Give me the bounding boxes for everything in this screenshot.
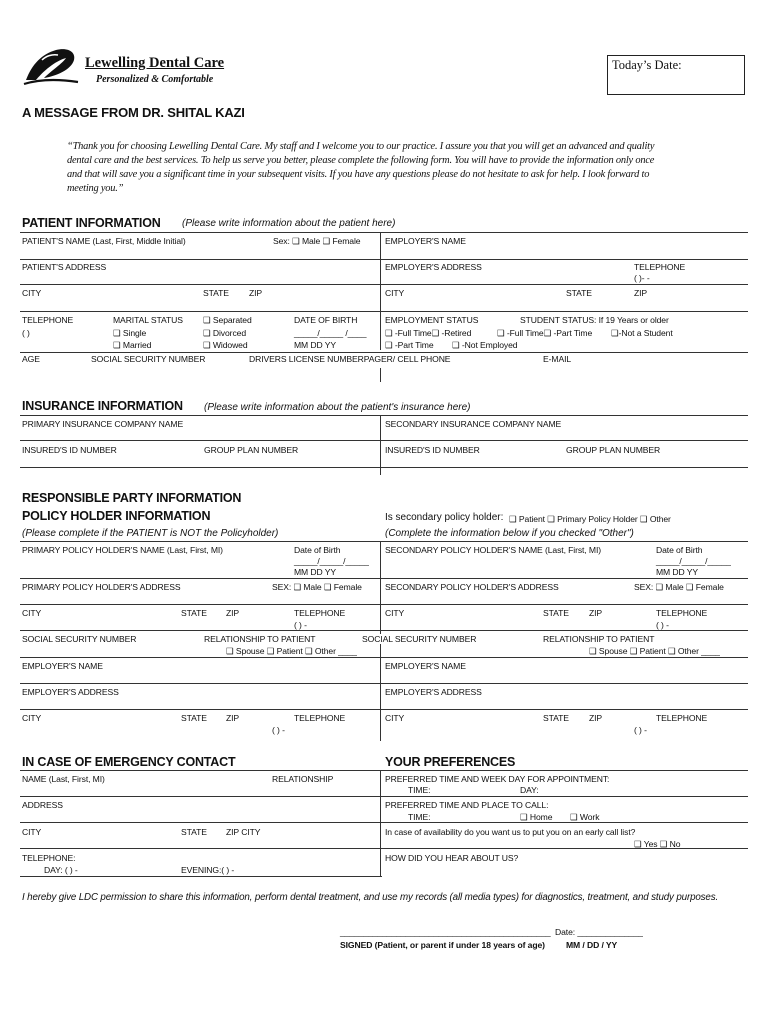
insurance-section-title: INSURANCE INFORMATION (22, 399, 183, 413)
employer-telephone-field[interactable]: TELEPHONE (634, 262, 686, 272)
practice-tagline: Personalized & Comfortable (96, 74, 214, 85)
student-not-student-checkbox[interactable]: ❑-Not a Student (611, 328, 673, 338)
secondary-insured-id-field[interactable]: INSURED'S ID NUMBER (385, 445, 480, 455)
marital-status-label: MARITAL STATUS (113, 315, 183, 325)
divider (380, 368, 381, 382)
primary-holder-dob-label[interactable]: Date of Birth (294, 545, 341, 555)
marital-married-checkbox[interactable]: ❑ Married (113, 340, 152, 350)
primary-employer-zip-field[interactable]: ZIP (226, 713, 240, 723)
divider (20, 876, 382, 877)
divider (20, 683, 748, 684)
primary-insurance-field[interactable]: PRIMARY INSURANCE COMPANY NAME (22, 419, 184, 429)
divider (380, 770, 381, 876)
divider (20, 284, 748, 285)
patient-dob-blank: _____/_____ /____ (294, 328, 367, 338)
patient-sex-checkboxes[interactable]: Sex: ❑ Male ❑ Female (273, 236, 361, 246)
pref-hear-about-us-field[interactable]: HOW DID YOU HEAR ABOUT US? (385, 853, 519, 863)
divider (20, 311, 748, 312)
secondary-group-plan-field[interactable]: GROUP PLAN NUMBER (566, 445, 661, 455)
divider (20, 578, 748, 579)
emergency-name-field[interactable]: NAME (Last, First, MI) (22, 774, 105, 784)
primary-holder-ssn-field[interactable]: SOCIAL SECURITY NUMBER (22, 634, 137, 644)
marital-single-checkbox[interactable]: ❑ Single (113, 328, 147, 338)
pref-early-call-label: In case of availability do you want us to put you on an early call list? (385, 827, 636, 837)
patient-zip-field[interactable]: ZIP (249, 288, 263, 298)
employer-name-field[interactable]: EMPLOYER'S NAME (385, 236, 466, 246)
primary-holder-city-field[interactable]: CITY (22, 608, 42, 618)
secondary-holder-sex-checkboxes[interactable]: SEX: ❑ Male ❑ Female (634, 582, 724, 592)
student-status-label: STUDENT STATUS: If 19 Years or older (520, 315, 669, 325)
secondary-holder-address-field[interactable]: SECONDARY POLICY HOLDER'S ADDRESS (385, 582, 559, 592)
employment-parttime-checkbox[interactable]: ❑ -Part Time (385, 340, 434, 350)
secondary-holder-ssn-field[interactable]: SOCIAL SECURITY NUMBER (362, 634, 477, 644)
divider (20, 604, 748, 605)
secondary-insurance-field[interactable]: SECONDARY INSURANCE COMPANY NAME (385, 419, 562, 429)
practice-name: Lewelling Dental Care (85, 55, 225, 71)
patient-age-field[interactable]: AGE (22, 354, 40, 364)
secondary-holder-employer-name-field[interactable]: EMPLOYER'S NAME (385, 661, 466, 671)
primary-holder-address-field[interactable]: PRIMARY POLICY HOLDER'S ADDRESS (22, 582, 181, 592)
patient-section-subtitle: (Please write information about the patient here) (182, 218, 396, 229)
student-fulltime-parttime-checkbox[interactable]: ❑ -Full Time❑ -Part Time (497, 328, 593, 338)
pref-appointment-label: PREFERRED TIME AND WEEK DAY FOR APPOINTMENT: (385, 774, 610, 784)
divider (20, 709, 748, 710)
divider (380, 232, 381, 350)
patient-ssn-field[interactable]: SOCIAL SECURITY NUMBER (91, 354, 206, 364)
secondary-holder-relationship-options[interactable]: ❑ Spouse ❑ Patient ❑ Other ____ (589, 646, 720, 656)
divider (20, 822, 748, 823)
pref-call-label: PREFERRED TIME AND PLACE TO CALL: (385, 800, 549, 810)
secondary-holder-zip-field[interactable]: ZIP (589, 608, 603, 618)
divider (20, 796, 748, 797)
patient-state-field[interactable]: STATE (203, 288, 229, 298)
divider (20, 232, 748, 233)
secondary-employer-zip-field[interactable]: ZIP (589, 713, 603, 723)
divider (20, 352, 748, 353)
patient-address-field[interactable]: PATIENT'S ADDRESS (22, 262, 107, 272)
signature-line[interactable]: _____________________________________________ (340, 927, 551, 937)
emergency-relationship-field[interactable]: RELATIONSHIP (272, 774, 334, 784)
lewelling-logo-icon (22, 46, 80, 86)
patient-telephone-field[interactable]: TELEPHONE (22, 315, 74, 325)
divider (20, 657, 748, 658)
secondary-policy-options[interactable]: ❑ Patient ❑ Primary Policy Holder ❑ Other (509, 514, 671, 524)
message-line-2: dental care and the best services. To help us serve you better, please complete the following form. You will have to provide the information only once (67, 155, 655, 166)
signature-date-field[interactable]: Date: ______________ (555, 927, 643, 937)
primary-holder-state-field[interactable]: STATE (181, 608, 207, 618)
divider (20, 630, 748, 631)
employer-state-field[interactable]: STATE (566, 288, 592, 298)
pref-early-call-yesno[interactable]: ❑ Yes ❑ No (634, 839, 681, 849)
message-line-3: and that will save you a significant time in your subsequent visits. If you have any questions please do not hesitate to ask for help. I look forward to (67, 169, 650, 180)
employer-telephone-mask: ( )- - (634, 273, 650, 283)
patient-name-field[interactable]: PATIENT'S NAME (Last, First, Middle Initial) (22, 236, 186, 246)
divider (20, 467, 748, 468)
patient-dob-label[interactable]: DATE OF BIRTH (294, 315, 358, 325)
secondary-employer-state-field[interactable]: STATE (543, 713, 569, 723)
secondary-holder-telephone-mask: ( ) - (656, 620, 669, 630)
secondary-employer-telephone-field[interactable]: TELEPHONE (656, 713, 708, 723)
patient-city-field[interactable]: CITY (22, 288, 42, 298)
emergency-telephone-label: TELEPHONE: (22, 853, 76, 863)
employment-fulltime-retired-checkbox[interactable]: ❑ -Full Time❑ -Retired (385, 328, 472, 338)
primary-holder-relationship-label: RELATIONSHIP TO PATIENT (204, 634, 316, 644)
employer-address-field[interactable]: EMPLOYER'S ADDRESS (385, 262, 482, 272)
insurance-section-subtitle: (Please write information about the patient's insurance here) (204, 402, 471, 413)
emergency-section-title: IN CASE OF EMERGENCY CONTACT (22, 755, 236, 769)
responsible-party-title: RESPONSIBLE PARTY INFORMATION (22, 491, 242, 505)
policy-holder-subtitle-right: (Complete the information below if you checked "Other") (385, 528, 634, 539)
primary-employer-telephone-mask: ( ) - (272, 725, 285, 735)
employment-not-employed-checkbox[interactable]: ❑ -Not Employed (452, 340, 518, 350)
emergency-state-field[interactable]: STATE (181, 827, 207, 837)
primary-employer-telephone-field[interactable]: TELEPHONE (294, 713, 346, 723)
emergency-day-phone-field[interactable]: DAY: ( ) - (44, 865, 78, 875)
message-line-4: meeting you.” (67, 183, 124, 194)
emergency-zip-city-field[interactable]: ZIP CITY (226, 827, 261, 837)
todays-date-label: Today’s Date: (612, 58, 682, 72)
primary-holder-telephone-mask: ( ) - (294, 620, 307, 630)
patient-section-title: PATIENT INFORMATION (22, 216, 161, 230)
secondary-holder-dob-blank: _____/_____/_____ (656, 556, 731, 566)
divider (20, 541, 748, 542)
divider (20, 440, 748, 441)
message-title: A MESSAGE FROM DR. SHITAL KAZI (22, 105, 245, 120)
secondary-holder-employer-address-field[interactable]: EMPLOYER'S ADDRESS (385, 687, 482, 697)
secondary-policy-question: Is secondary policy holder: (385, 512, 504, 523)
secondary-employer-telephone-mask: ( ) - (634, 725, 647, 735)
emergency-city-field[interactable]: CITY (22, 827, 42, 837)
secondary-holder-name-field[interactable]: SECONDARY POLICY HOLDER'S NAME (Last, First, MI) (385, 545, 602, 555)
employment-status-label: EMPLOYMENT STATUS (385, 315, 479, 325)
primary-employer-state-field[interactable]: STATE (181, 713, 207, 723)
pref-call-home-checkbox[interactable]: ❑ Home (520, 812, 553, 822)
emergency-address-field[interactable]: ADDRESS (22, 800, 63, 810)
secondary-holder-dob-format: MM DD YY (656, 567, 699, 577)
policy-holder-subtitle-left: (Please complete if the PATIENT is NOT the Policyholder) (22, 528, 279, 539)
patient-dob-format: MM DD YY (294, 340, 337, 350)
pref-call-time-field[interactable]: TIME: (408, 812, 431, 822)
primary-holder-dob-blank: _____/_____/_____ (294, 556, 369, 566)
preferences-section-title: YOUR PREFERENCES (385, 755, 516, 769)
patient-dl-pager-field[interactable]: DRIVERS LICENSE NUMBERPAGER/ CELL PHONE (249, 354, 451, 364)
primary-holder-telephone-field[interactable]: TELEPHONE (294, 608, 346, 618)
patient-telephone-mask: ( ) (22, 328, 30, 338)
primary-holder-name-field[interactable]: PRIMARY POLICY HOLDER'S NAME (Last, First, MI) (22, 545, 223, 555)
pref-call-work-checkbox[interactable]: ❑ Work (570, 812, 600, 822)
signature-date-format: MM / DD / YY (566, 940, 618, 950)
consent-statement: I hereby give LDC permission to share this information, perform dental treatment, and use my records (all media types) for diagnostics, treatment, and study purposes. (22, 892, 719, 903)
employer-city-field[interactable]: CITY (385, 288, 405, 298)
marital-divorced-checkbox[interactable]: ❑ Divorced (203, 328, 247, 338)
primary-holder-zip-field[interactable]: ZIP (226, 608, 240, 618)
primary-employer-city-field[interactable]: CITY (22, 713, 42, 723)
pref-appointment-time-field[interactable]: TIME: (408, 785, 431, 795)
employer-zip-field[interactable]: ZIP (634, 288, 648, 298)
pref-appointment-day-field[interactable]: DAY: (520, 785, 539, 795)
insured-id-field[interactable]: INSURED'S ID NUMBER (22, 445, 117, 455)
secondary-holder-dob-label[interactable]: Date of Birth (656, 545, 703, 555)
group-plan-field[interactable]: GROUP PLAN NUMBER (204, 445, 299, 455)
secondary-holder-telephone-field[interactable]: TELEPHONE (656, 608, 708, 618)
primary-holder-sex-checkboxes[interactable]: SEX: ❑ Male ❑ Female (272, 582, 362, 592)
marital-widowed-checkbox[interactable]: ❑ Widowed (203, 340, 248, 350)
marital-separated-checkbox[interactable]: ❑ Separated (203, 315, 252, 325)
primary-holder-employer-address-field[interactable]: EMPLOYER'S ADDRESS (22, 687, 119, 697)
divider (20, 770, 748, 771)
emergency-evening-phone-field[interactable]: EVENING:( ) - (181, 865, 235, 875)
secondary-holder-city-field[interactable]: CITY (385, 608, 405, 618)
divider (20, 415, 748, 416)
secondary-holder-relationship-label: RELATIONSHIP TO PATIENT (543, 634, 655, 644)
primary-holder-relationship-options[interactable]: ❑ Spouse ❑ Patient ❑ Other ____ (226, 646, 357, 656)
divider (20, 259, 748, 260)
primary-holder-dob-format: MM DD YY (294, 567, 337, 577)
signature-caption: SIGNED (Patient, or parent if under 18 years of age) (340, 940, 545, 950)
policy-holder-title: POLICY HOLDER INFORMATION (22, 509, 211, 523)
secondary-employer-city-field[interactable]: CITY (385, 713, 405, 723)
message-line-1: “Thank you for choosing Lewelling Dental Care. My staff and I welcome you to our practice. I assure you that you will get an advanced and quality (67, 141, 655, 152)
primary-holder-employer-name-field[interactable]: EMPLOYER'S NAME (22, 661, 103, 671)
patient-email-field[interactable]: E-MAIL (543, 354, 572, 364)
divider (380, 415, 381, 475)
secondary-holder-state-field[interactable]: STATE (543, 608, 569, 618)
